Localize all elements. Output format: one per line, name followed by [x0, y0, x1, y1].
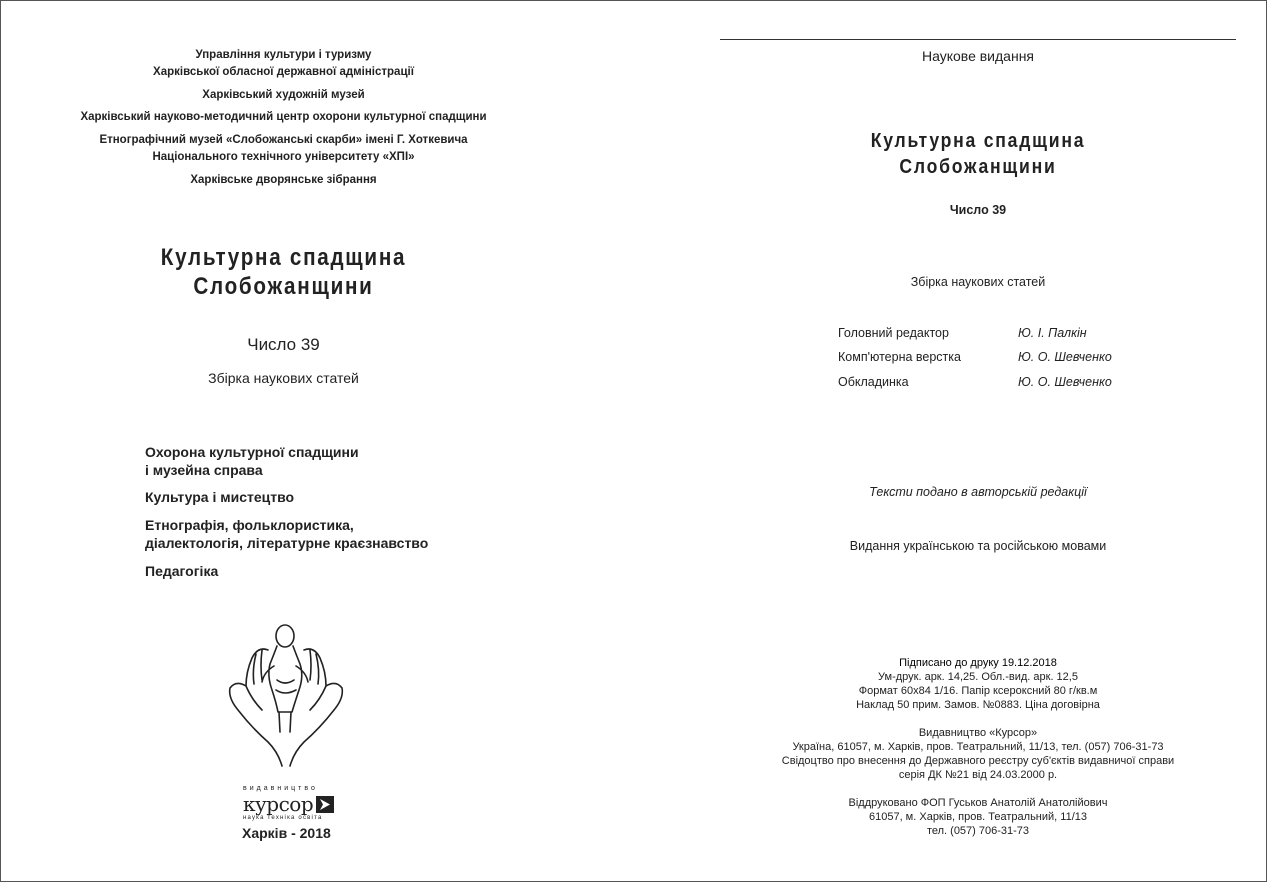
- credit-role: Обкладинка: [838, 375, 909, 389]
- org-line: Харківський науково-методичний центр охорони культурної спадщини: [80, 111, 487, 123]
- section-item: Етнографія, фольклористика,: [145, 517, 354, 533]
- publisher-line: Видавництво «Курсор»: [918, 727, 1038, 739]
- subtitle: Збірка наукових статей: [910, 275, 1046, 289]
- cursor-arrow-icon: [316, 796, 334, 813]
- city-year: Харків - 2018: [242, 825, 331, 841]
- book-title-line2: Слобожанщини: [193, 273, 374, 300]
- credit-name: Ю. І. Палкін: [1018, 326, 1087, 340]
- left-page: [0, 0, 567, 880]
- publisher-tag-bottom: наука техніка освіта: [243, 815, 323, 821]
- section-item: діалектологія, літературне краєзнавство: [145, 535, 429, 551]
- publisher-logo-text: курсор: [243, 792, 314, 816]
- book-title-line1: Культурна спадщина: [160, 244, 407, 271]
- hands-figure-emblem: [222, 620, 352, 770]
- credit-name: Ю. О. Шевченко: [1018, 350, 1112, 364]
- issue-number: Число 39: [949, 203, 1007, 217]
- imprint-line: Підписано до друку 19.12.2018: [899, 657, 1057, 669]
- org-line: Управління культури і туризму: [195, 49, 372, 61]
- credit-role: Комп'ютерна верстка: [838, 350, 961, 364]
- section-item: Охорона культурної спадщини: [145, 444, 359, 460]
- publisher-tag-top: видавництво: [243, 785, 318, 792]
- imprint-line: Наклад 50 прим. Замов. №0883. Ціна договірна: [856, 699, 1100, 711]
- section-item: Культура і мистецтво: [145, 489, 295, 505]
- imprint-line: Формат 60х84 1/16. Папір ксероксний 80 г/кв.м: [858, 685, 1098, 697]
- org-line: Харківської обласної державної адміністрації: [153, 66, 414, 78]
- org-line: Етнографічний музей «Слобожанські скарби» імені Г. Хоткевича: [99, 134, 468, 146]
- printer-line: 61057, м. Харків, пров. Театральний, 11/13: [868, 811, 1087, 823]
- credit-name: Ю. О. Шевченко: [1018, 375, 1112, 389]
- printer-line: Віддруковано ФОП Гуськов Анатолій Анатолійович: [848, 797, 1108, 809]
- languages-note: Видання українською та російською мовами: [849, 539, 1107, 553]
- top-rule: [720, 39, 1236, 40]
- printer-line: тел. (057) 706-31-73: [926, 825, 1030, 837]
- book-title-line2: Слобожанщини: [899, 156, 1057, 178]
- edition-kind: Наукове видання: [921, 48, 1035, 64]
- credit-role: Головний редактор: [838, 326, 949, 340]
- section-item: і музейна справа: [145, 462, 263, 478]
- section-item: Педагогіка: [145, 563, 219, 579]
- publisher-line: Україна, 61057, м. Харків, пров. Театральний, 11/13, тел. (057) 706-31-73: [792, 741, 1164, 753]
- org-line: Харківське дворянське зібрання: [190, 174, 377, 186]
- book-title-line1: Культурна спадщина: [870, 130, 1086, 152]
- issue-number: Число 39: [247, 335, 320, 354]
- org-line: Національного технічного університету «ХПІ»: [152, 151, 415, 163]
- right-page: [720, 0, 1236, 880]
- org-line: Харківський художній музей: [202, 89, 365, 101]
- publisher-line: серія ДК №21 від 24.03.2000 р.: [898, 769, 1058, 781]
- publisher-line: Свідоцтво про внесення до Державного реєстру суб'єктів видавничої справи: [781, 755, 1175, 767]
- subtitle: Збірка наукових статей: [208, 370, 359, 386]
- imprint-line: Ум-друк. арк. 14,25. Обл.-вид. арк. 12,5: [878, 671, 1078, 683]
- editorial-note: Тексти подано в авторській редакції: [869, 485, 1087, 499]
